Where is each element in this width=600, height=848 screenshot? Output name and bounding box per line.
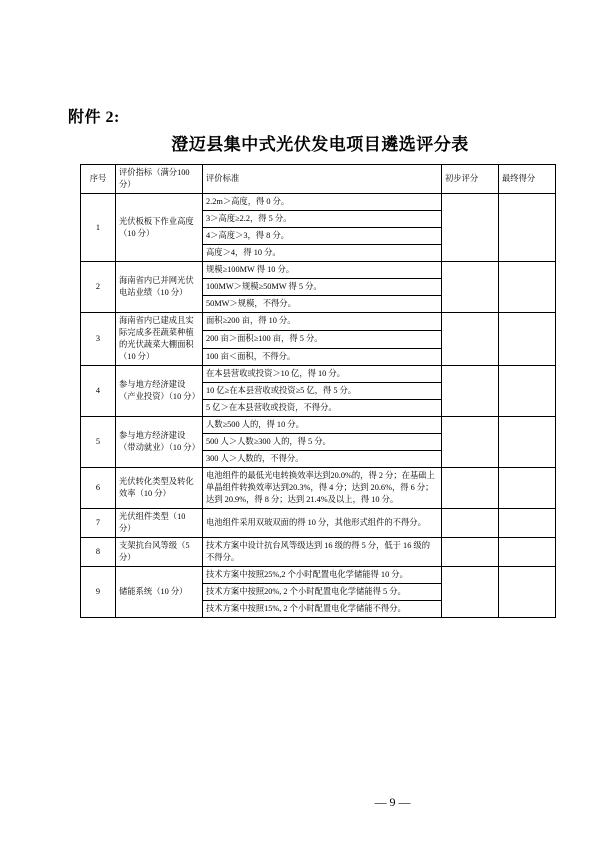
row-criteria: 5 亿＞在本县营收或投资，不得分。 xyxy=(203,400,442,417)
row-no: 5 xyxy=(81,417,116,468)
row-criteria: 2.2m＞高度，得 0 分。 xyxy=(203,194,442,211)
table-row xyxy=(81,468,556,509)
row-criteria: 3＞高度≥2.2，得 5 分。 xyxy=(203,211,442,228)
row-index: 储能系统（10 分） xyxy=(116,567,203,618)
table-row xyxy=(81,538,556,567)
row-criteria: 电池组件采用双玻双面的得 10 分，其他形式组件的不得分。 xyxy=(203,509,442,538)
row-index: 海南省内已建成且实际完成多茬蔬菜种植的光伏蔬菜大棚面积（10 分） xyxy=(116,313,203,366)
table-header xyxy=(81,165,556,194)
row-preliminary-score[interactable] xyxy=(442,567,499,618)
row-preliminary-score[interactable] xyxy=(442,366,499,417)
row-criteria: 4＞高度＞3，得 8 分。 xyxy=(203,228,442,245)
row-criteria: 人数≥500 人的，得 10 分。 xyxy=(203,417,442,434)
row-no: 2 xyxy=(81,262,116,313)
row-preliminary-score[interactable] xyxy=(442,538,499,567)
row-index: 支架抗台风等级（5 分） xyxy=(116,538,203,567)
row-index: 光伏组件类型（10 分） xyxy=(116,509,203,538)
row-no: 3 xyxy=(81,313,116,366)
row-criteria: 10 亿≥在本县营收或投资≥5 亿，得 5 分。 xyxy=(203,383,442,400)
row-criteria: 技术方案中按照20%, 2 个小时配置电化学储能得 5 分。 xyxy=(203,584,442,601)
row-preliminary-score[interactable] xyxy=(442,468,499,509)
row-final-score[interactable] xyxy=(499,538,556,567)
row-criteria: 技术方案中设计抗台风等级达到 16 级的得 5 分，低于 16 级的不得分。 xyxy=(203,538,442,567)
header-cell-preliminary-score: 初步评分 xyxy=(442,165,499,194)
row-preliminary-score[interactable] xyxy=(442,194,499,262)
row-criteria: 100 亩＜面积，不得分。 xyxy=(203,348,442,366)
scoring-table xyxy=(80,164,556,618)
table-row xyxy=(81,313,556,331)
header-cell-index: 评价指标（满分100 分） xyxy=(116,165,203,194)
row-criteria: 在本县营收或投资＞10 亿，得 10 分。 xyxy=(203,366,442,383)
row-final-score[interactable] xyxy=(499,194,556,262)
table-row xyxy=(81,194,556,211)
row-criteria: 50MW＞规模，不得分。 xyxy=(203,296,442,313)
row-criteria: 面积≥200 亩，得 10 分。 xyxy=(203,313,442,331)
row-index: 参与地方经济建设（产业投资）（10 分） xyxy=(116,366,203,417)
row-preliminary-score[interactable] xyxy=(442,313,499,366)
row-criteria: 高度＞4，得 10 分。 xyxy=(203,245,442,262)
row-no: 7 xyxy=(81,509,116,538)
row-no: 4 xyxy=(81,366,116,417)
row-final-score[interactable] xyxy=(499,313,556,366)
table-row xyxy=(81,509,556,538)
header-cell-criteria: 评价标准 xyxy=(203,165,442,194)
row-criteria: 500 人＞人数≥300 人的，得 5 分。 xyxy=(203,434,442,451)
row-no: 8 xyxy=(81,538,116,567)
table-row xyxy=(81,567,556,584)
row-criteria: 规模≥100MW 得 10 分。 xyxy=(203,262,442,279)
page-title: 澄迈县集中式光伏发电项目遴选评分表 xyxy=(171,135,469,154)
header-cell-final-score: 最终得分 xyxy=(499,165,556,194)
header-cell-no: 序号 xyxy=(81,165,116,194)
row-index: 光伏板板下作业高度（10 分） xyxy=(116,194,203,262)
row-criteria: 300 人＞人数的，不得分。 xyxy=(203,451,442,468)
table-row xyxy=(81,262,556,279)
table-row xyxy=(81,366,556,383)
row-final-score[interactable] xyxy=(499,468,556,509)
row-criteria: 200 亩＞面积≥100 亩，得 5 分。 xyxy=(203,330,442,348)
row-index: 光伏转化类型及转化效率（10 分） xyxy=(116,468,203,509)
row-preliminary-score[interactable] xyxy=(442,509,499,538)
table-body xyxy=(81,194,556,618)
attachment-label: 附件 2: xyxy=(68,109,120,126)
row-preliminary-score[interactable] xyxy=(442,417,499,468)
row-preliminary-score[interactable] xyxy=(442,262,499,313)
row-criteria: 电池组件的最低光电转换效率达到20.0%的，得 2 分；在基础上单晶组件转换效率达到20.3%，得 4 分；达到 20.6%，得 6 分；达到 20.9%，得 8 分；达到 21.4%及以上，得 10 分。 xyxy=(203,468,442,509)
row-criteria: 技术方案中按照15%, 2 个小时配置电化学储能不得分。 xyxy=(203,601,442,618)
table-header-row xyxy=(81,165,556,194)
row-final-score[interactable] xyxy=(499,366,556,417)
row-index: 海南省内已并网光伏电站业绩（10 分） xyxy=(116,262,203,313)
row-criteria: 100MW＞规模≥50MW 得 5 分。 xyxy=(203,279,442,296)
row-criteria: 技术方案中按照25%,2 个小时配置电化学储能得 10 分。 xyxy=(203,567,442,584)
row-index: 参与地方经济建设（带动就业）（10 分） xyxy=(116,417,203,468)
row-final-score[interactable] xyxy=(499,509,556,538)
row-final-score[interactable] xyxy=(499,417,556,468)
page-number: — 9 — xyxy=(374,795,411,809)
row-no: 9 xyxy=(81,567,116,618)
row-final-score[interactable] xyxy=(499,262,556,313)
row-no: 6 xyxy=(81,468,116,509)
row-no: 1 xyxy=(81,194,116,262)
table-row xyxy=(81,417,556,434)
row-final-score[interactable] xyxy=(499,567,556,618)
